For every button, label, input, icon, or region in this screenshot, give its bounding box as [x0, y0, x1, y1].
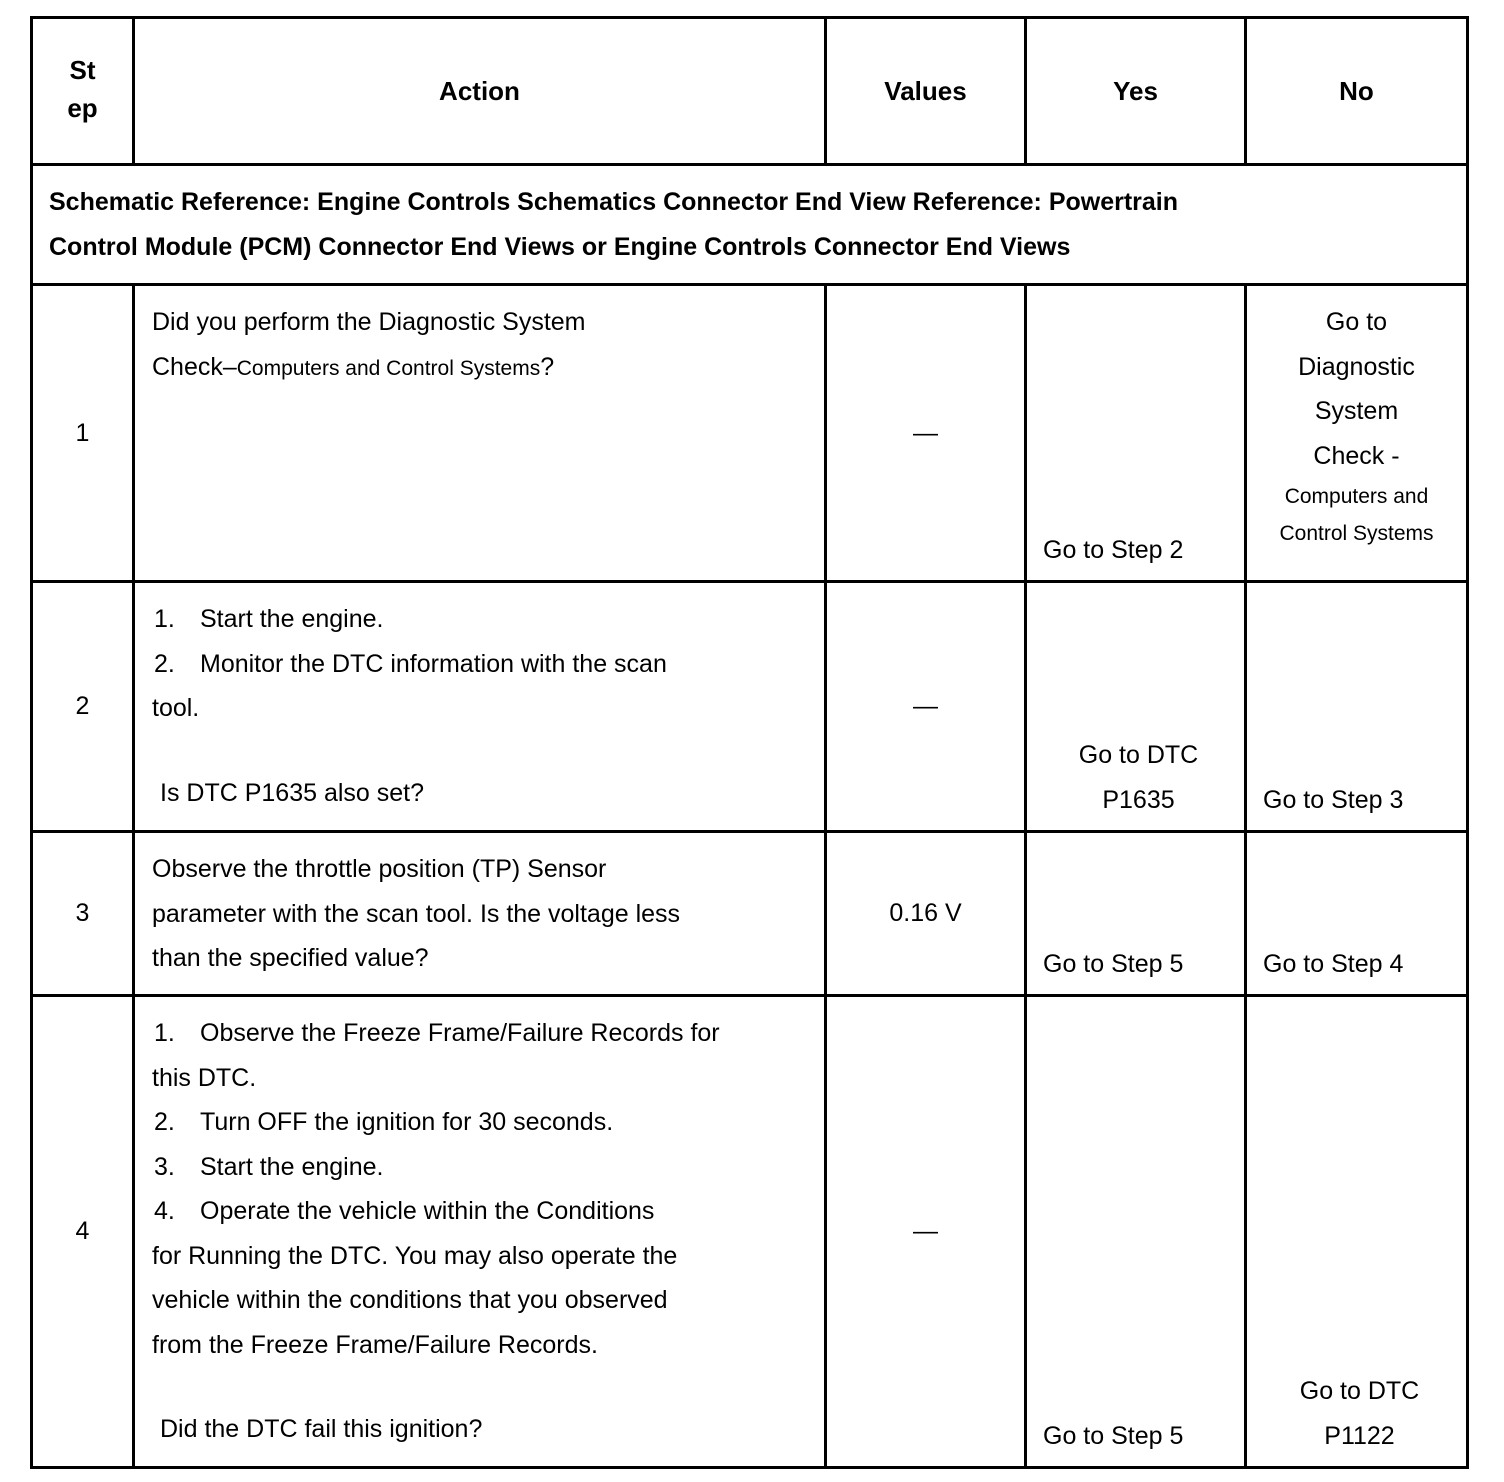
diagnostic-table	[30, 16, 1469, 1469]
list-item-text: Monitor the DTC information with the scan	[200, 649, 667, 678]
table-row	[32, 285, 1468, 582]
no-text: Diagnostic	[1298, 352, 1415, 381]
yes-cell: Go to Step 5	[1026, 996, 1246, 1468]
list-item-text: Observe the Freeze Frame/Failure Records for	[200, 1019, 720, 1047]
header-row	[32, 18, 1468, 165]
list-item	[152, 642, 812, 687]
reference-line2: Control Module (PCM) Connector End Views or Engine Controls Connector End Views	[49, 232, 1071, 261]
header-step-line2: ep	[67, 93, 98, 124]
no-text-small: Control Systems	[1279, 522, 1434, 545]
action-text-part: ?	[540, 352, 555, 381]
header-action: Action	[134, 18, 826, 165]
no-text: Check -	[1313, 441, 1400, 470]
list-item	[152, 1189, 812, 1234]
no-text: Go to	[1325, 308, 1388, 336]
values-cell: —	[826, 285, 1026, 582]
action-cell	[134, 996, 826, 1468]
values-cell: —	[826, 996, 1026, 1468]
yes-text: P1635	[1102, 785, 1175, 814]
action-text: from the Freeze Frame/Failure Records.	[152, 1330, 598, 1359]
list-item-text: Start the engine.	[200, 1152, 384, 1181]
reference-line1: Schematic Reference: Engine Controls Schematics Connector End View Reference: Powertrain	[49, 188, 1179, 216]
action-text: Did you perform the Diagnostic System	[152, 308, 586, 336]
yes-cell: Go to Step 2	[1026, 285, 1246, 582]
list-item-number: 2.	[154, 649, 175, 678]
action-text: for Running the DTC. You may also operate the	[152, 1241, 678, 1270]
action-text: this DTC.	[152, 1063, 257, 1092]
no-cell	[1246, 996, 1468, 1468]
action-cell	[134, 582, 826, 832]
action-text: vehicle within the conditions that you observed	[152, 1286, 668, 1314]
list-item-text: Start the engine.	[200, 605, 384, 633]
action-text: parameter with the scan tool. Is the voltage less	[152, 899, 681, 928]
action-text-part: Check–	[152, 352, 237, 381]
yes-cell: Go to Step 5	[1026, 832, 1246, 996]
header-step-line1: St	[69, 55, 96, 86]
action-text: tool.	[152, 694, 200, 722]
no-cell	[1246, 285, 1468, 582]
yes-cell	[1026, 582, 1246, 832]
list-item	[152, 597, 812, 642]
action-text	[152, 345, 812, 392]
step-number: 1	[32, 285, 134, 582]
list-item-number: 2.	[154, 1108, 175, 1136]
action-text: Observe the throttle position (TP) Sensor	[152, 855, 607, 883]
list-item-text: Operate the vehicle within the Conditions	[200, 1197, 655, 1225]
list-item-number: 4.	[154, 1197, 175, 1225]
no-cell: Go to Step 4	[1246, 832, 1468, 996]
reference-row	[32, 165, 1468, 285]
yes-text: Go to DTC	[1078, 741, 1199, 769]
list-item	[152, 1145, 812, 1190]
list-item-number: 1.	[154, 605, 175, 633]
values-cell: 0.16 V	[826, 832, 1026, 996]
header-step	[32, 18, 134, 165]
step-number: 4	[32, 996, 134, 1468]
no-text: P1122	[1324, 1421, 1395, 1450]
values-cell: —	[826, 582, 1026, 832]
no-text: System	[1314, 397, 1399, 425]
list-item-text: Turn OFF the ignition for 30 seconds.	[200, 1108, 614, 1136]
action-question: Did the DTC fail this ignition?	[160, 1415, 483, 1443]
action-text-small: Computers and Control Systems	[236, 356, 541, 380]
list-item	[152, 1011, 812, 1056]
header-values: Values	[826, 18, 1026, 165]
action-cell	[134, 832, 826, 996]
action-text: than the specified value?	[152, 944, 429, 972]
step-number: 3	[32, 832, 134, 996]
reference-cell	[32, 165, 1468, 285]
table-row	[32, 582, 1468, 832]
header-yes: Yes	[1026, 18, 1246, 165]
header-no: No	[1246, 18, 1468, 165]
table-row	[32, 832, 1468, 996]
no-text-small: Computers and	[1284, 485, 1429, 508]
action-cell	[134, 285, 826, 582]
list-item	[152, 1100, 812, 1145]
step-number: 2	[32, 582, 134, 832]
no-text: Go to DTC	[1299, 1377, 1420, 1405]
list-item-number: 3.	[154, 1152, 175, 1181]
no-cell: Go to Step 3	[1246, 582, 1468, 832]
list-item-number: 1.	[154, 1019, 175, 1047]
action-question: Is DTC P1635 also set?	[160, 778, 425, 807]
table-row	[32, 996, 1468, 1468]
